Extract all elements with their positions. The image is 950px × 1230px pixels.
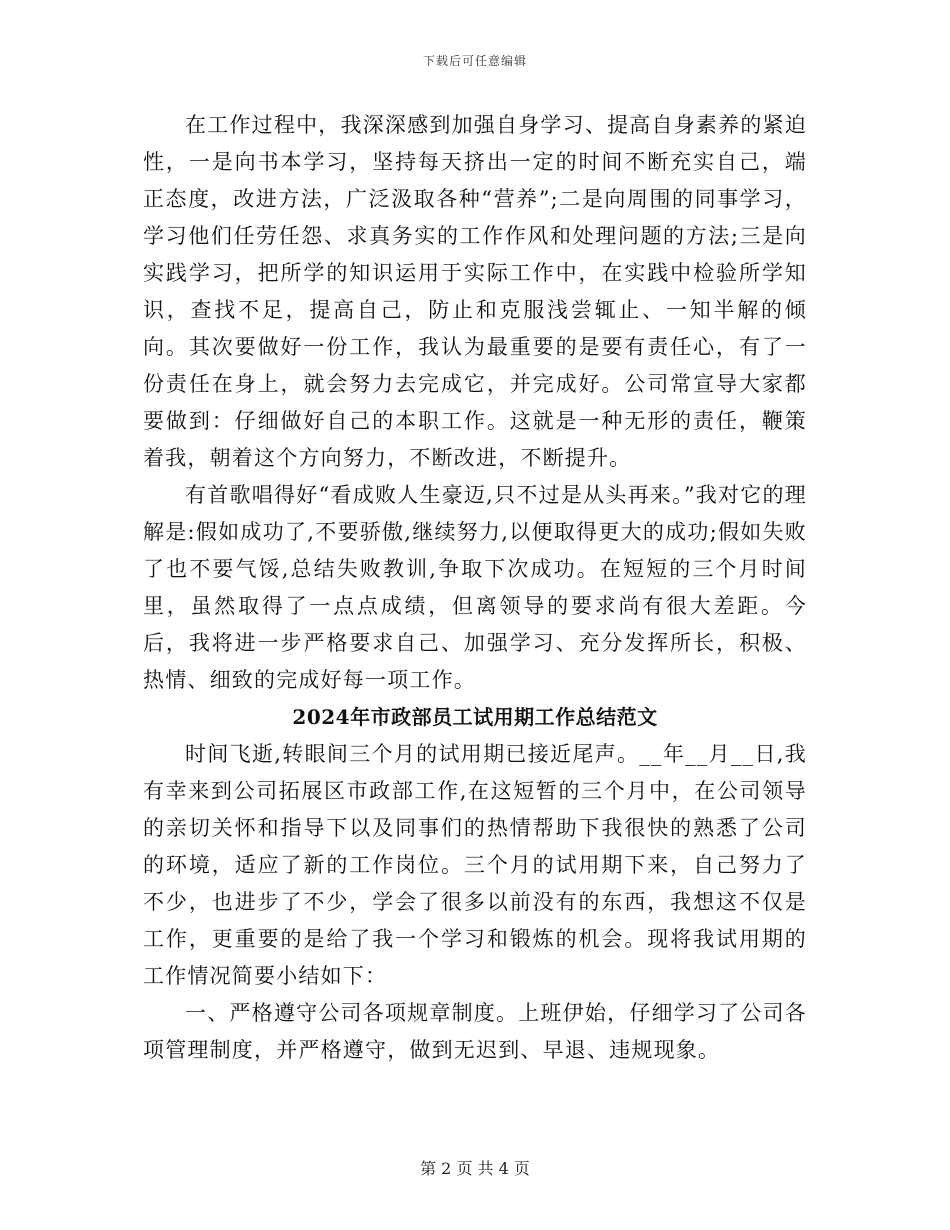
- paragraph-song-reflection: 有首歌唱得好“看成败人生豪迈,只不过是从头再来。”我对它的理解是:假如成功了,不要骄傲,继续努力,以便取得更大的成功;假如失败了也不要气馁,总结失败教训,争取下次成功。在短短的三个月时间里，虽然取得了一点点成绩，但离领导的要求尚有很大差距。今后，我将进一步严格要求自己、加强学习、充分发挥所长，积极、热情、细致的完成好每一项工作。: [143, 483, 807, 692]
- page-header-note: 下载后可任意编辑: [422, 54, 527, 68]
- document-title: 2024年市政部员工试用期工作总结范文: [292, 705, 658, 729]
- paragraph-study-responsibility: 在工作过程中，我深深感到加强自身学习、提高自身素养的紧迫性，一是向书本学习，坚持每天挤出一定的时间不断充实自己，端正态度，改进方法，广泛汲取各种“营养”;二是向周围的同事学习，学习他们任劳任怨、求真务实的工作作风和处理问题的方法;三是向实践学习，把所学的知识运用于实际工作中，在实践中检验所学知识，查找不足，提高自己，防止和克服浅尝辄止、一知半解的倾向。其次要做好一份工作，我认为最重要的是要有责任心，有了一份责任在身上，就会努力去完成它，并完成好。公司常宣导大家都要做到：仔细做好自己的本职工作。这就是一种无形的责任，鞭策着我，朝着这个方向努力，不断改进，不断提升。: [143, 113, 807, 470]
- paragraph-probation-intro: 时间飞逝,转眼间三个月的试用期已接近尾声。__年__月__日,我有幸来到公司拓展区市政部工作,在这短暂的三个月中，在公司领导的亲切关怀和指导下以及同事们的热情帮助下我很快的熟悉了公司的环境，适应了新的工作岗位。三个月的试用期下来，自己努力了不少，也进步了不少，学会了很多以前没有的东西，我想这不仅是工作，更重要的是给了我一个学习和锻炼的机会。现将我试用期的工作情况简要小结如下：: [143, 742, 807, 988]
- page-number-indicator: 第 2 页 共 4 页: [420, 1159, 530, 1178]
- document-body: [143, 107, 807, 1069]
- paragraph-rules-compliance: 一、严格遵守公司各项规章制度。上班伊始，仔细学习了公司各项管理制度，并严格遵守，做到无迟到、早退、违规现象。: [143, 1001, 807, 1062]
